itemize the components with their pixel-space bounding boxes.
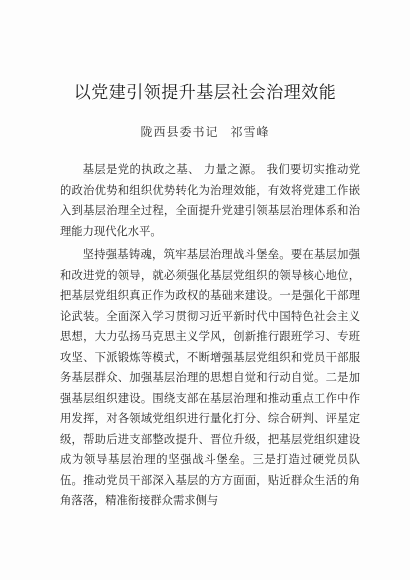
article-body	[60, 160, 360, 515]
author-role: 陇西县委书记	[140, 125, 219, 139]
document-title: 以党建引领提升基层社会治理效能	[73, 83, 337, 103]
paragraph-intro: 基层是党的执政之基、 力量之源。 我们要切实推动党的政治优势和组织优势转化为治理效能，有效将党建工作嵌入到基层治理全过程，全面提升党建引领基层治理体系和治理能力现代化水平。	[60, 163, 360, 238]
paragraph-section-one: 坚持强基铸魂，筑牢基层治理战斗堡垒。要在基层加强和改进党的领导，就必须强化基层党组织的领导核心地位，把基层党组织真正作为政权的基础来建设。一是强化干部理论武装。全面深入学习贯彻习近平新时代中国特色社会主义思想，大力弘扬马克思主义学风，创新推行跟班学习、专班攻坚、下派锻炼等模式，不断增强基层党组织和党员干部服务基层群众、加强基层治理的思想自觉和行动自觉。二是加强基层组织建设。围绕支部在基层治理和推动重点工作中作用发挥，对各领域党组织进行量化打分、综合研判、评星定级，帮助后进支部整改提升、晋位升级，把基层党组织建设成为领导基层治理的坚强战斗堡垒。三是打造过硬党员队伍。推动党员干部深入基层的方方面面，贴近群众生活的角角落落，精准衔接群众需求侧与	[60, 248, 360, 507]
author-byline	[0, 123, 410, 140]
author-name: 祁雪峰	[230, 125, 270, 139]
